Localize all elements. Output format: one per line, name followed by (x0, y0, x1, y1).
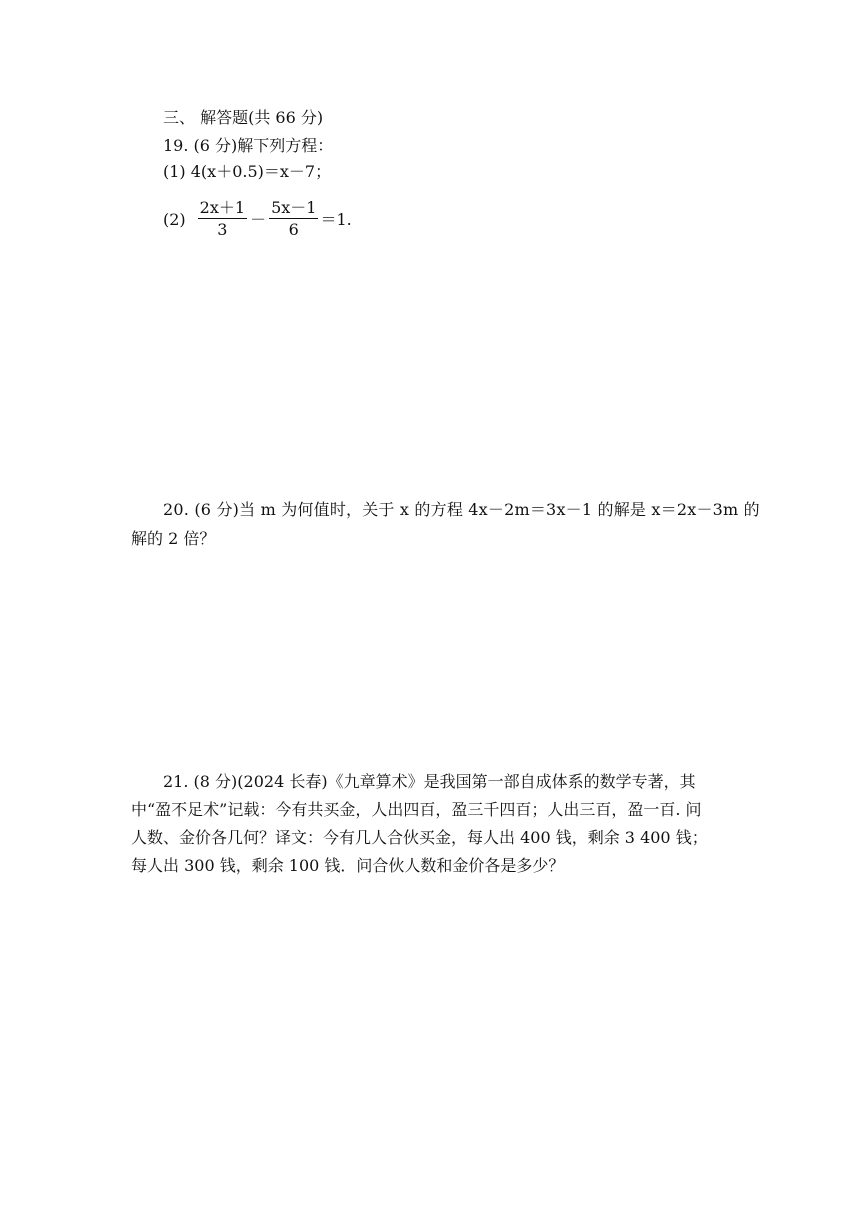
minus-sign: － (250, 209, 267, 229)
fraction-1 (198, 198, 247, 241)
fraction-2-denominator: 6 (288, 220, 299, 239)
fraction-1-denominator: 3 (217, 220, 228, 239)
equation-rhs: ＝1. (320, 209, 352, 229)
question-19-part-1: (1) 4(x＋0.5)＝x－7； (163, 162, 332, 181)
question-20-line-2: 解的 2 倍？ (131, 529, 216, 548)
question-21-line-4: 每人出 300 钱，剩余 100 钱．问合伙人数和金价各是多少？ (131, 856, 565, 875)
question-21-line-1: 21. (8 分)(2024 长春)《九章算术》是我国第一部自成体系的数学专著，其 (163, 772, 696, 791)
fraction-2 (269, 198, 318, 241)
section-title: 三、 解答题(共 66 分) (163, 108, 324, 127)
question-19-part-2 (163, 198, 352, 241)
question-21-line-3: 人数、金价各几何？译文：今有几人合伙买金，每人出 400 钱，剩余 3 400 钱； (131, 828, 708, 847)
question-19-stem: 19. (6 分)解下列方程： (163, 136, 334, 155)
fraction-1-numerator: 2x＋1 (199, 198, 246, 217)
part-2-label: (2) (163, 209, 186, 229)
question-20-line-1: 20. (6 分)当 m 为何值时，关于 x 的方程 4x－2m＝3x－1 的解是 x＝2x－3m 的 (163, 500, 760, 519)
question-21-line-2: 中“盈不足术”记载：今有共买金，人出四百，盈三千四百；人出三百，盈一百. 问 (131, 800, 702, 819)
fraction-2-numerator: 5x－1 (271, 198, 317, 217)
